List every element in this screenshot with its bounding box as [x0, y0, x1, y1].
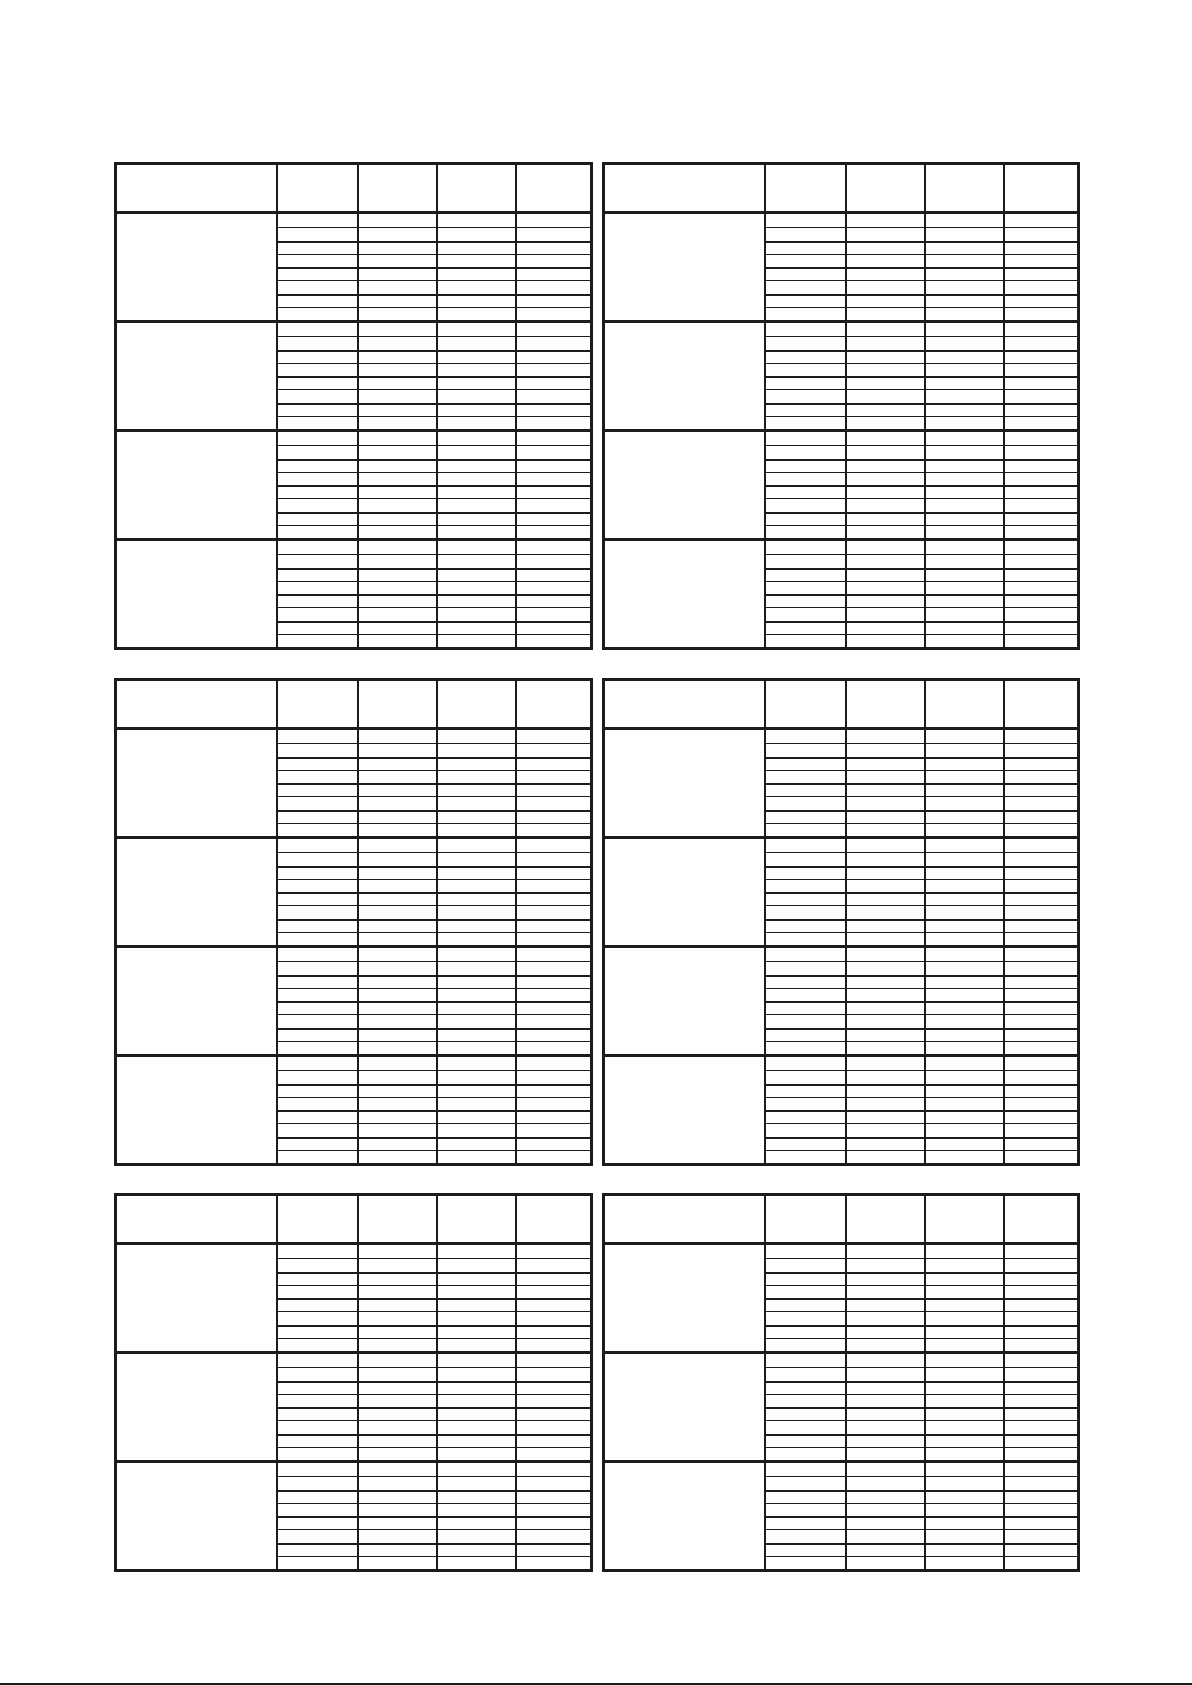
sub-row-line	[278, 594, 590, 596]
label-column-divider	[764, 165, 766, 647]
sub-row-line	[278, 472, 590, 473]
sub-row-line	[766, 1084, 1077, 1086]
sub-row-line	[278, 307, 590, 308]
row-group-divider	[117, 1351, 590, 1354]
sub-row-line	[766, 445, 1077, 446]
sub-row-line	[278, 1434, 590, 1436]
sub-row-line	[278, 1070, 590, 1071]
sub-row-line	[278, 554, 590, 555]
sub-row-line	[278, 757, 590, 759]
sub-row-line	[278, 1381, 590, 1383]
row-group-divider	[117, 320, 590, 323]
value-column-divider	[357, 681, 359, 1163]
sub-row-line	[766, 1070, 1077, 1071]
sub-row-line	[278, 919, 590, 921]
sub-row-line	[278, 1447, 590, 1448]
row-group-divider	[605, 1460, 1077, 1463]
sub-row-line	[766, 1097, 1077, 1098]
sub-row-line	[278, 1543, 590, 1545]
sub-row-line	[278, 512, 590, 514]
sub-row-line	[278, 796, 590, 797]
sub-row-line	[278, 1516, 590, 1518]
row-group-divider	[605, 945, 1077, 948]
sub-row-line	[278, 1325, 590, 1327]
sub-row-line	[278, 1556, 590, 1557]
sub-row-line	[766, 919, 1077, 921]
label-column-divider	[276, 681, 278, 1163]
sub-row-line	[766, 961, 1077, 962]
sub-row-line	[766, 336, 1077, 337]
sub-row-line	[278, 770, 590, 771]
sub-row-line	[278, 1110, 590, 1112]
sub-row-line	[766, 988, 1077, 989]
sub-row-line	[766, 1394, 1077, 1395]
sub-row-line	[766, 1001, 1077, 1003]
sub-row-line	[766, 1041, 1077, 1042]
sub-row-line	[278, 389, 590, 390]
header-divider	[605, 1242, 1077, 1245]
sub-row-line	[766, 525, 1077, 526]
row-group-divider	[605, 1351, 1077, 1354]
sub-row-line	[278, 1001, 590, 1003]
sub-row-line	[766, 866, 1077, 868]
sub-row-line	[278, 1123, 590, 1124]
sub-row-line	[278, 1258, 590, 1259]
sub-row-line	[278, 1529, 590, 1530]
row-group-divider	[605, 538, 1077, 541]
sub-row-line	[278, 1137, 590, 1139]
sub-row-line	[766, 1028, 1077, 1030]
sub-row-line	[278, 866, 590, 868]
value-column-divider	[924, 681, 926, 1163]
sub-row-line	[278, 445, 590, 446]
sub-row-line	[766, 1298, 1077, 1300]
value-column-divider	[1003, 681, 1005, 1163]
sub-row-line	[278, 823, 590, 824]
sub-row-line	[766, 350, 1077, 352]
sub-row-line	[766, 621, 1077, 623]
sub-row-line	[766, 1516, 1077, 1518]
sub-row-line	[766, 1447, 1077, 1448]
sub-row-line	[766, 1476, 1077, 1477]
row-group-divider	[605, 320, 1077, 323]
row-group-divider	[605, 836, 1077, 839]
sub-row-line	[278, 810, 590, 812]
sub-row-line	[766, 634, 1077, 635]
row-group-divider	[117, 945, 590, 948]
sub-row-line	[278, 280, 590, 281]
header-divider	[117, 211, 590, 214]
sub-row-line	[278, 1407, 590, 1409]
sub-row-line	[278, 350, 590, 352]
sub-row-line	[766, 485, 1077, 487]
value-column-divider	[1003, 165, 1005, 647]
row-group-divider	[117, 1054, 590, 1057]
label-column-divider	[276, 165, 278, 647]
value-column-divider	[924, 165, 926, 647]
sub-row-line	[766, 267, 1077, 269]
sub-row-line	[278, 1490, 590, 1492]
grid-r2-left	[114, 678, 593, 1166]
sub-row-line	[278, 852, 590, 853]
sub-row-line	[278, 498, 590, 499]
sub-row-line	[766, 1556, 1077, 1557]
sub-row-line	[766, 1325, 1077, 1327]
sub-row-line	[766, 376, 1077, 378]
sub-row-line	[766, 607, 1077, 608]
sub-row-line	[278, 1041, 590, 1042]
sub-row-line	[278, 416, 590, 417]
sub-row-line	[766, 810, 1077, 812]
sub-row-line	[766, 932, 1077, 933]
sub-row-line	[766, 227, 1077, 228]
sub-row-line	[766, 403, 1077, 405]
sub-row-line	[766, 975, 1077, 977]
sub-row-line	[278, 1503, 590, 1504]
sub-row-line	[766, 1110, 1077, 1112]
sub-row-line	[766, 1137, 1077, 1139]
grid-r1-left	[114, 162, 593, 650]
sub-row-line	[278, 1150, 590, 1151]
sub-row-line	[278, 607, 590, 608]
sub-row-line	[278, 1420, 590, 1421]
sub-row-line	[278, 879, 590, 880]
sub-row-line	[766, 241, 1077, 243]
sub-row-line	[766, 1311, 1077, 1312]
sub-row-line	[278, 634, 590, 635]
sub-row-line	[278, 363, 590, 364]
sub-row-line	[766, 1543, 1077, 1545]
sub-row-line	[278, 403, 590, 405]
sub-row-line	[278, 376, 590, 378]
grid-r2-right	[602, 678, 1080, 1166]
sub-row-line	[766, 796, 1077, 797]
sub-row-line	[278, 485, 590, 487]
sub-row-line	[278, 1285, 590, 1286]
sub-row-line	[278, 1394, 590, 1395]
sub-row-line	[278, 621, 590, 623]
sub-row-line	[278, 1272, 590, 1274]
label-column-divider	[764, 681, 766, 1163]
sub-row-line	[766, 416, 1077, 417]
sub-row-line	[766, 757, 1077, 759]
header-divider	[117, 727, 590, 730]
sub-row-line	[766, 1014, 1077, 1015]
value-column-divider	[845, 681, 847, 1163]
sub-row-line	[766, 892, 1077, 894]
row-group-divider	[117, 836, 590, 839]
sub-row-line	[278, 905, 590, 906]
sub-row-line	[766, 1123, 1077, 1124]
sub-row-line	[766, 1272, 1077, 1274]
sub-row-line	[278, 1097, 590, 1098]
sub-row-line	[766, 1381, 1077, 1383]
sub-row-line	[278, 975, 590, 977]
sub-row-line	[278, 581, 590, 582]
sub-row-line	[766, 743, 1077, 744]
sub-row-line	[766, 280, 1077, 281]
sub-row-line	[766, 307, 1077, 308]
sub-row-line	[766, 568, 1077, 570]
row-group-divider	[117, 429, 590, 432]
sub-row-line	[278, 932, 590, 933]
sub-row-line	[766, 363, 1077, 364]
sub-row-line	[278, 294, 590, 296]
grid-r3-right	[602, 1193, 1080, 1572]
sub-row-line	[766, 594, 1077, 596]
value-column-divider	[436, 165, 438, 647]
sub-row-line	[278, 227, 590, 228]
sub-row-line	[766, 254, 1077, 255]
sub-row-line	[278, 254, 590, 255]
sub-row-line	[278, 1084, 590, 1086]
sub-row-line	[766, 1150, 1077, 1151]
sub-row-line	[278, 1298, 590, 1300]
grid-r1-right	[602, 162, 1080, 650]
header-divider	[605, 727, 1077, 730]
sub-row-line	[766, 1490, 1077, 1492]
sub-row-line	[278, 988, 590, 989]
sub-row-line	[766, 879, 1077, 880]
sub-row-line	[766, 512, 1077, 514]
value-column-divider	[845, 165, 847, 647]
row-group-divider	[117, 538, 590, 541]
sub-row-line	[278, 459, 590, 461]
sub-row-line	[278, 1311, 590, 1312]
sub-row-line	[278, 336, 590, 337]
sub-row-line	[278, 961, 590, 962]
sub-row-line	[278, 241, 590, 243]
row-group-divider	[117, 1460, 590, 1463]
row-group-divider	[605, 429, 1077, 432]
value-column-divider	[436, 681, 438, 1163]
sub-row-line	[766, 1258, 1077, 1259]
sub-row-line	[766, 905, 1077, 906]
sub-row-line	[766, 1529, 1077, 1530]
sub-row-line	[278, 568, 590, 570]
row-group-divider	[605, 1054, 1077, 1057]
sub-row-line	[278, 1338, 590, 1339]
sub-row-line	[766, 1285, 1077, 1286]
sub-row-line	[766, 823, 1077, 824]
value-column-divider	[357, 165, 359, 647]
sub-row-line	[278, 783, 590, 785]
sub-row-line	[766, 1420, 1077, 1421]
sub-row-line	[766, 783, 1077, 785]
sub-row-line	[766, 1503, 1077, 1504]
sub-row-line	[766, 498, 1077, 499]
value-column-divider	[515, 681, 517, 1163]
grid-r3-left	[114, 1193, 593, 1572]
sub-row-line	[766, 1367, 1077, 1368]
sub-row-line	[766, 459, 1077, 461]
sub-row-line	[278, 525, 590, 526]
sub-row-line	[766, 472, 1077, 473]
sub-row-line	[766, 581, 1077, 582]
sub-row-line	[278, 1014, 590, 1015]
sub-row-line	[766, 1338, 1077, 1339]
sub-row-line	[766, 770, 1077, 771]
sub-row-line	[278, 743, 590, 744]
sub-row-line	[278, 1028, 590, 1030]
sub-row-line	[766, 1434, 1077, 1436]
value-column-divider	[515, 165, 517, 647]
sub-row-line	[766, 1407, 1077, 1409]
sub-row-line	[766, 294, 1077, 296]
header-divider	[117, 1242, 590, 1245]
sub-row-line	[278, 892, 590, 894]
sub-row-line	[278, 267, 590, 269]
sub-row-line	[278, 1367, 590, 1368]
sub-row-line	[278, 1476, 590, 1477]
sub-row-line	[766, 852, 1077, 853]
header-divider	[605, 211, 1077, 214]
sub-row-line	[766, 554, 1077, 555]
sub-row-line	[766, 389, 1077, 390]
